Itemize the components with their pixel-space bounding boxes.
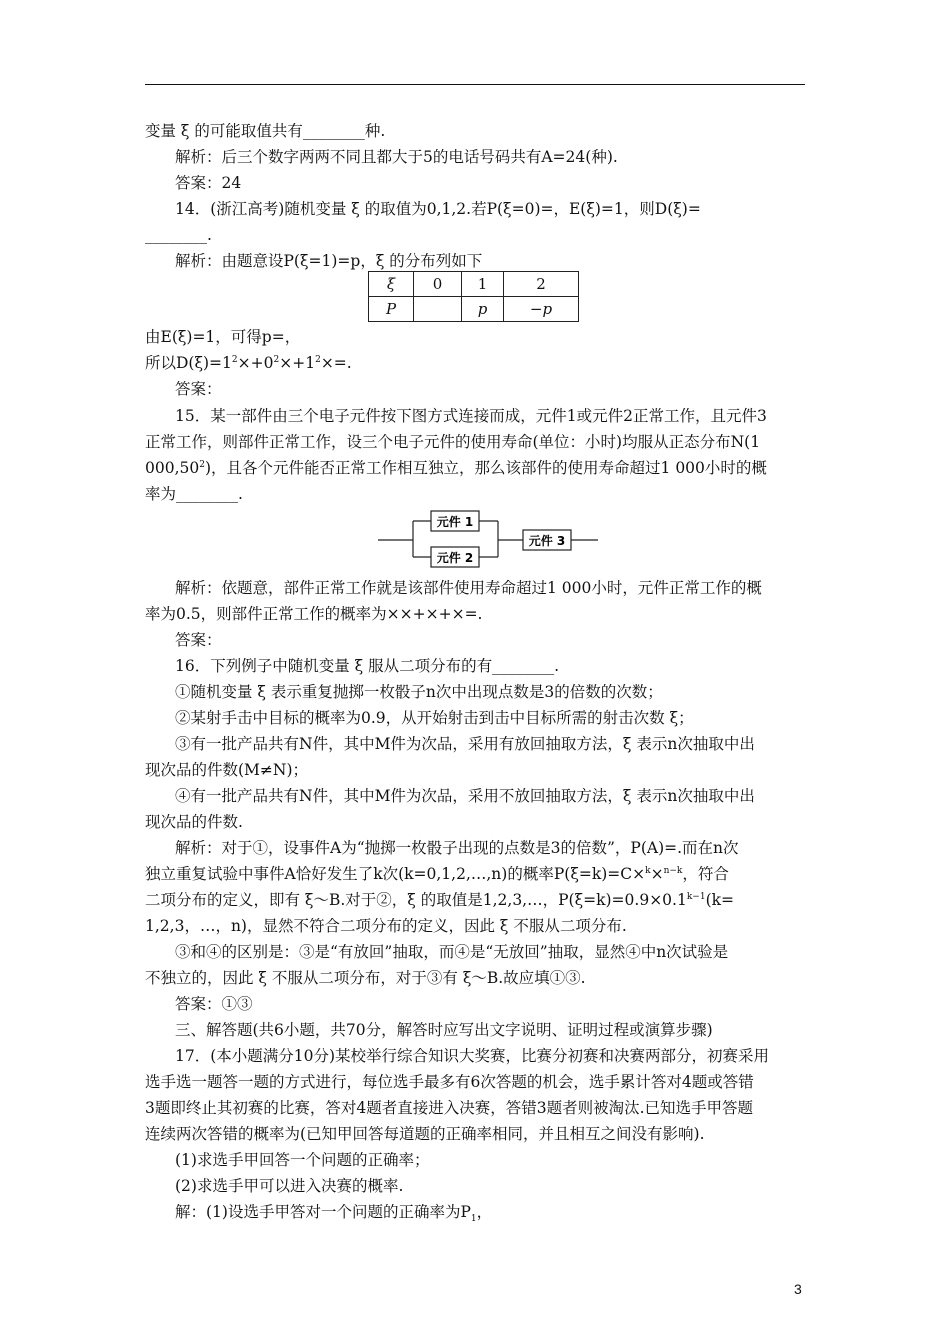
text-line: 现次品的件数(M≠N)； xyxy=(145,761,309,779)
table-row xyxy=(369,297,579,322)
table-cell: 2 xyxy=(504,272,579,297)
superscript: n−k xyxy=(663,865,683,876)
text-line: 不独立的，因此 ξ 不服从二项分布，对于③有 ξ～B.故应填①③. xyxy=(145,969,586,987)
text-span: 000,50 xyxy=(145,459,200,477)
text-span: 解：(1)设选手甲答对一个问题的正确率为P xyxy=(175,1203,471,1221)
subscript: 1 xyxy=(470,1214,477,1225)
text-line: ③和④的区别是：③是“有放回”抽取，而④是“无放回”抽取，显然④中n次试验是 xyxy=(175,943,729,961)
text-line: 现次品的件数. xyxy=(145,813,243,831)
text-line: 答案： xyxy=(175,380,222,398)
page-number: 3 xyxy=(794,1281,802,1297)
text-line xyxy=(145,861,729,887)
text-line: 1,2,3，…，n)，显然不符合二项分布的定义，因此 ξ 不服从二项分布. xyxy=(145,917,627,935)
text-span: (k= xyxy=(705,891,734,909)
element-1-label: 元件 1 xyxy=(436,515,474,529)
superscript: 2 xyxy=(199,459,205,470)
text-line: ________. xyxy=(145,226,212,244)
text-line: 解析：后三个数字两两不同且都大于5的电话号码共有A=24(种). xyxy=(175,148,618,166)
element-3-label: 元件 3 xyxy=(528,534,566,548)
text-span: ×+0 xyxy=(237,354,274,372)
text-span: ×+1 xyxy=(279,354,316,372)
table-cell: 1 xyxy=(462,272,504,297)
text-span: ， xyxy=(476,1203,493,1221)
text-line: 选手选一题答一题的方式进行，每位选手最多有6次答题的机会，选手累计答对4题或答错 xyxy=(145,1073,754,1091)
text-line: 解析：由题意设P(ξ=1)=p，ξ 的分布列如下 xyxy=(175,252,483,270)
superscript: 2 xyxy=(273,354,280,365)
text-line: ③有一批产品共有N件，其中M件为次品，采用有放回抽取方法，ξ 表示n次抽取中出 xyxy=(175,735,755,753)
text-span: ，符合 xyxy=(682,865,729,883)
table-cell: ξ xyxy=(369,272,414,297)
table-cell: p xyxy=(462,297,504,322)
text-span: 独立重复试验中事件A恰好发生了k次(k=0,1,2,…,n)的概率P(ξ=k)=C× xyxy=(145,865,646,883)
text-line xyxy=(145,887,734,913)
text-line: 率为________. xyxy=(145,485,243,503)
text-line: 解析：依题意，部件正常工作就是该部件使用寿命超过1 000小时，元件正常工作的概 xyxy=(175,579,762,597)
text-line: 变量 ξ 的可能取值共有________种. xyxy=(145,122,386,140)
text-line xyxy=(145,350,352,376)
text-line xyxy=(145,455,767,481)
text-line xyxy=(175,1199,492,1232)
text-line: 解析：对于①，设事件A为“抛掷一枚骰子出现的点数是3的倍数”，P(A)=.而在n次 xyxy=(175,839,739,857)
text-span: ×=. xyxy=(320,354,352,372)
table-row xyxy=(369,272,579,297)
text-line: 答案： xyxy=(175,631,222,649)
text-span: 所以D(ξ)=1 xyxy=(145,354,232,372)
header-rule xyxy=(145,84,805,85)
table-cell xyxy=(414,297,462,322)
text-line: (1)求选手甲回答一个问题的正确率； xyxy=(175,1151,430,1169)
text-line: 3题即终止其初赛的比赛，答对4题者直接进入决赛，答错3题者则被淘汰.已知选手甲答题 xyxy=(145,1099,754,1117)
text-span: 二项分布的定义，即有 ξ～B.对于②，ξ 的取值是1,2,3,…，P(ξ=k)=0.9×0.1 xyxy=(145,891,687,909)
circuit-diagram xyxy=(378,507,603,571)
text-line: 15．某一部件由三个电子元件按下图方式连接而成，元件1或元件2正常工作，且元件3 xyxy=(175,407,767,425)
table-cell: 0 xyxy=(414,272,462,297)
text-line: 由E(ξ)=1，可得p=， xyxy=(145,328,301,346)
table-cell: −p xyxy=(504,297,579,322)
text-line: 17．(本小题满分10分)某校举行综合知识大奖赛，比赛分初赛和决赛两部分，初赛采用 xyxy=(175,1047,770,1065)
superscript: k xyxy=(645,865,651,876)
element-2-label: 元件 2 xyxy=(436,551,474,565)
text-line: 三、解答题(共6小题，共70分，解答时应写出文字说明、证明过程或演算步骤) xyxy=(175,1021,713,1039)
superscript: 2 xyxy=(231,354,238,365)
text-span: )，且各个元件能否正常工作相互独立，那么该部件的使用寿命超过1 000小时的概 xyxy=(204,459,767,477)
text-line: 答案：24 xyxy=(175,174,242,192)
text-span: × xyxy=(650,865,664,883)
superscript: k−1 xyxy=(686,891,706,902)
text-line: (2)求选手甲可以进入决赛的概率. xyxy=(175,1177,404,1195)
superscript: 2 xyxy=(315,354,321,365)
text-line: 14．(浙江高考)随机变量 ξ 的取值为0,1,2.若P(ξ=0)=，E(ξ)=1，则D(ξ)= xyxy=(175,200,701,218)
text-line: 率为0.5，则部件正常工作的概率为××+×+×=. xyxy=(145,605,483,623)
text-line: ①随机变量 ξ 表示重复抛掷一枚骰子n次中出现点数是3的倍数的次数； xyxy=(175,683,663,701)
text-line: 正常工作，则部件正常工作，设三个电子元件的使用寿命(单位：小时)均服从正态分布N(1 xyxy=(145,433,761,451)
distribution-table xyxy=(368,271,579,322)
table-cell: P xyxy=(369,297,414,322)
text-line: 连续两次答错的概率为(已知甲回答每道题的正确率相同，并且相互之间没有影响). xyxy=(145,1125,705,1143)
text-line: 答案：①③ xyxy=(175,995,253,1013)
text-line: ④有一批产品共有N件，其中M件为次品，采用不放回抽取方法，ξ 表示n次抽取中出 xyxy=(175,787,755,805)
text-line: ②某射手击中目标的概率为0.9，从开始射击到击中目标所需的射击次数 ξ； xyxy=(175,709,694,727)
text-line: 16．下列例子中随机变量 ξ 服从二项分布的有________. xyxy=(175,657,560,675)
